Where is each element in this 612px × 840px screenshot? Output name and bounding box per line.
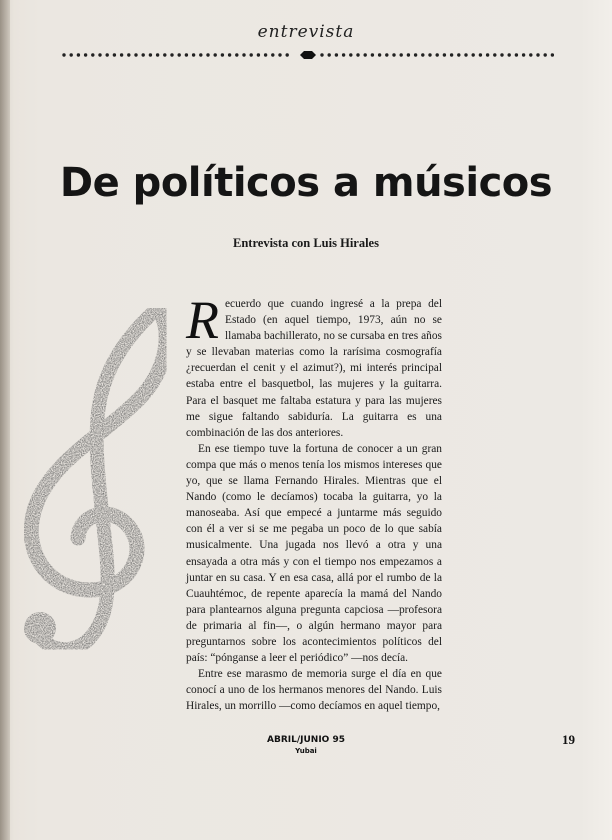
- rule-dot: [371, 53, 374, 56]
- rule-dot: [529, 53, 532, 56]
- article-subtitle: Entrevista con Luis Hirales: [233, 236, 379, 250]
- rule-dot: [508, 53, 511, 56]
- article-title: De políticos a músicos: [59, 160, 553, 206]
- rule-dot: [170, 53, 173, 56]
- rule-dot: [428, 53, 431, 56]
- rule-dot: [356, 53, 359, 56]
- rule-dot: [349, 53, 352, 56]
- rule-dot: [407, 53, 410, 56]
- rule-dot: [464, 53, 467, 56]
- rule-dot: [228, 53, 231, 56]
- rule-dot: [436, 53, 439, 56]
- rule-dot: [156, 53, 159, 56]
- diamond-ornament-icon: [300, 51, 316, 59]
- rule-dot: [400, 53, 403, 56]
- rule-dot: [221, 53, 224, 56]
- treble-clef-icon: [8, 290, 188, 680]
- rule-dot: [192, 53, 195, 56]
- rule-dot: [278, 53, 281, 56]
- rule-dot: [70, 53, 73, 56]
- paragraph-1-text: ecuerdo que cuando ingresé a la prepa del Estado (en aquel tiempo, 1973, aún no se llamaba bachillerato, no se cursaba en tres años y se llevaban materias como la rarísima cosmografía ¿recuerdan el cenit y el azimut?), mi interés principal estaba entre el basquetbol, las mujeres y la guitarra. Para el basquet me faltaba estatura y para las mujeres me sigue faltando sabiduría. La guitarra es una combinación de las dos anteriores.: [186, 298, 442, 439]
- rule-dot: [378, 53, 381, 56]
- rule-dot: [479, 53, 482, 56]
- rule-dot: [450, 53, 453, 56]
- paragraph-3: Entre ese marasmo de memoria surge el día en que conocí a uno de los hermanos menores del Nando. Luis Hirales, un morrillo —como decíamos en aquel tiempo,: [186, 668, 442, 713]
- rule-dot: [149, 53, 152, 56]
- rule-dot: [91, 53, 94, 56]
- rule-dot: [264, 53, 267, 56]
- footer-issue-date: ABRIL/JUNIO 95: [267, 735, 345, 745]
- rule-dot: [84, 53, 87, 56]
- footer-issue-block: [0, 735, 612, 757]
- rule-dot: [414, 53, 417, 56]
- rule-dot: [185, 53, 188, 56]
- paragraph-2: En ese tiempo tuve la fortuna de conocer a un gran compa que más o menos tenía los mismos intereses que yo, que se llama Fernando Hirales. Mientras que el Nando (como le decíamos) tocaba la guitarra, yo la manoseaba. Así que empecé a juntarme más seguido con él a ver si se me pegaba un poco de lo que sabía musicalmente. Una jugada nos llevó a otra y una ensayada a otra más y con el tiempo nos empezamos a juntar en su casa. Y en esa casa, allá por el rumbo de la Cuauhtémoc, de repente aparecía la mamá del Nando para plantearnos alguna pregunta capciosa —profesora de primaria al fin—, o algún hermano mayor para preguntarnos sobre los acontecimientos políticos del país: “pónganse a leer el periódico” —nos decía.: [186, 442, 442, 665]
- rule-dot: [515, 53, 518, 56]
- rule-dot: [392, 53, 395, 56]
- rule-dot: [364, 53, 367, 56]
- rule-dot: [328, 53, 331, 56]
- rule-dot: [106, 53, 109, 56]
- rule-dot: [77, 53, 80, 56]
- rule-dot: [286, 53, 289, 56]
- section-header: entrevista: [257, 22, 355, 42]
- rule-dot: [206, 53, 209, 56]
- rule-dot: [551, 53, 554, 56]
- rule-dot: [62, 53, 65, 56]
- rule-dot: [163, 53, 166, 56]
- rule-dot: [127, 53, 130, 56]
- rule-dot: [142, 53, 145, 56]
- rule-dot: [522, 53, 525, 56]
- rule-dot: [235, 53, 238, 56]
- rule-dot: [493, 53, 496, 56]
- rule-dot: [257, 53, 260, 56]
- rule-dot: [486, 53, 489, 56]
- rule-dot: [472, 53, 475, 56]
- rule-dot: [500, 53, 503, 56]
- rule-dot: [335, 53, 338, 56]
- rule-dot: [544, 53, 547, 56]
- rule-dot: [320, 53, 323, 56]
- page-number: 19: [562, 732, 575, 747]
- rule-dot: [342, 53, 345, 56]
- dotted-rule-divider: [62, 51, 554, 59]
- rule-dot: [385, 53, 388, 56]
- rule-dot: [421, 53, 424, 56]
- rule-dot: [271, 53, 274, 56]
- rule-dot: [242, 53, 245, 56]
- rule-dot: [199, 53, 202, 56]
- rule-dot: [443, 53, 446, 56]
- rule-dot: [113, 53, 116, 56]
- rule-dot: [457, 53, 460, 56]
- rule-dot: [98, 53, 101, 56]
- drop-cap: R: [186, 290, 219, 350]
- article-body: [186, 290, 442, 714]
- rule-dot: [214, 53, 217, 56]
- rule-dot: [536, 53, 539, 56]
- rule-dot: [134, 53, 137, 56]
- rule-dot: [120, 53, 123, 56]
- paragraph-1: [186, 290, 442, 441]
- footer-brand: Yubai: [295, 747, 317, 755]
- rule-dot: [178, 53, 181, 56]
- rule-dot: [250, 53, 253, 56]
